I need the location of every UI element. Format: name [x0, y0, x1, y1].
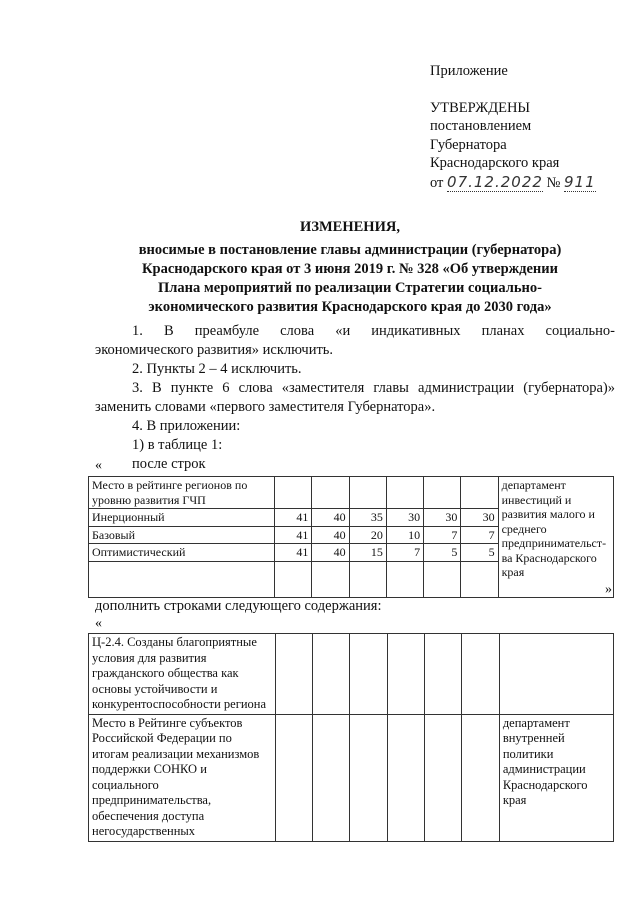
table-cell: Оптимистический [89, 544, 275, 562]
heading-line: вносимые в постановление главы администрации (губернатора) [138, 242, 562, 258]
table-cell: 7 [461, 526, 498, 544]
table-cell: Базовый [89, 526, 275, 544]
approved-label: УТВЕРЖДЕНЫ [430, 99, 531, 116]
annex-label: Приложение [430, 63, 508, 79]
paragraph-6: после строк [132, 456, 206, 472]
table-row [89, 714, 614, 841]
dept-cell: департамент инвестиций и развития малого и среднего предпринимательст-ва Краснодарского края [498, 477, 613, 598]
handwritten-number: 911 [564, 172, 596, 191]
approval-line: постановлением [430, 118, 532, 134]
table-cell: 10 [386, 526, 423, 544]
paragraph-1b: экономического развития» исключить. [95, 342, 334, 358]
table-cell: Место в Рейтинге субъектов Российской Федерации по итогам реализации механизмов поддержки СОНКО и социального предпринимательства, обеспечения доступа негосударственных [89, 714, 276, 841]
approval-line: Губернатора [430, 136, 507, 153]
table-cell: 7 [424, 526, 461, 544]
table-cell: Ц-2.4. Созданы благоприятные условия для развития гражданского общества как основы устойчивости и конкурентоспособности региона [89, 634, 276, 715]
approval-line: Краснодарского края [430, 155, 560, 171]
paragraph-3a: 3. В пункте 6 слова «заместителя главы администрации (губернатора)» [132, 380, 615, 396]
dept-cell: департамент внутренней политики администрации Краснодарского края [499, 714, 613, 841]
table-cell: 5 [424, 544, 461, 562]
body-text [95, 322, 615, 474]
table-1 [88, 476, 614, 598]
number-sign: № [546, 174, 561, 191]
table-cell: 30 [461, 509, 498, 527]
heading-line: Плана мероприятий по реализации Стратегии социально- [158, 280, 542, 296]
date-prefix: от [430, 174, 444, 191]
heading-title: ИЗМЕНЕНИЯ, [300, 219, 400, 235]
after-text: дополнить строками следующего содержания: [95, 598, 382, 614]
table-cell: 41 [275, 544, 312, 562]
quote-open: « [95, 458, 102, 473]
quote-close: » [605, 582, 612, 597]
paragraph-3b: заменить словами «первого заместителя Губернатора». [95, 399, 436, 415]
heading-line: Краснодарского края от 3 июня 2019 г. № 328 «Об утверждении [142, 261, 558, 277]
paragraph-4: 4. В приложении: [132, 418, 241, 434]
table-cell: 30 [424, 509, 461, 527]
paragraph-5: 1) в таблице 1: [132, 437, 223, 453]
table-cell: 40 [312, 526, 349, 544]
document-heading [60, 218, 640, 317]
approval-date-line [430, 173, 596, 193]
table-cell: 5 [461, 544, 498, 562]
table-cell: 7 [386, 544, 423, 562]
table-cell: 20 [349, 526, 386, 544]
quote-open-2: « [95, 616, 102, 631]
table-cell: 30 [386, 509, 423, 527]
table-cell: 15 [349, 544, 386, 562]
table-cell: 41 [275, 526, 312, 544]
table-2 [88, 633, 614, 842]
table-cell: 40 [312, 544, 349, 562]
table-cell: 35 [349, 509, 386, 527]
table-row [89, 634, 614, 715]
approval-block [430, 62, 596, 192]
paragraph-1a: 1. В преамбуле слова «и индикативных планах социально- [132, 323, 615, 339]
heading-line: экономического развития Краснодарского края до 2030 года» [148, 299, 552, 315]
table-cell: 41 [275, 509, 312, 527]
table-cell: Инерционный [89, 509, 275, 527]
table-cell: 40 [312, 509, 349, 527]
table-row [89, 477, 614, 509]
handwritten-date: 07.12.2022 [447, 172, 543, 191]
table-cell: Место в рейтинге регионов по уровню развития ГЧП [89, 477, 275, 509]
paragraph-2: 2. Пункты 2 – 4 исключить. [132, 361, 302, 377]
